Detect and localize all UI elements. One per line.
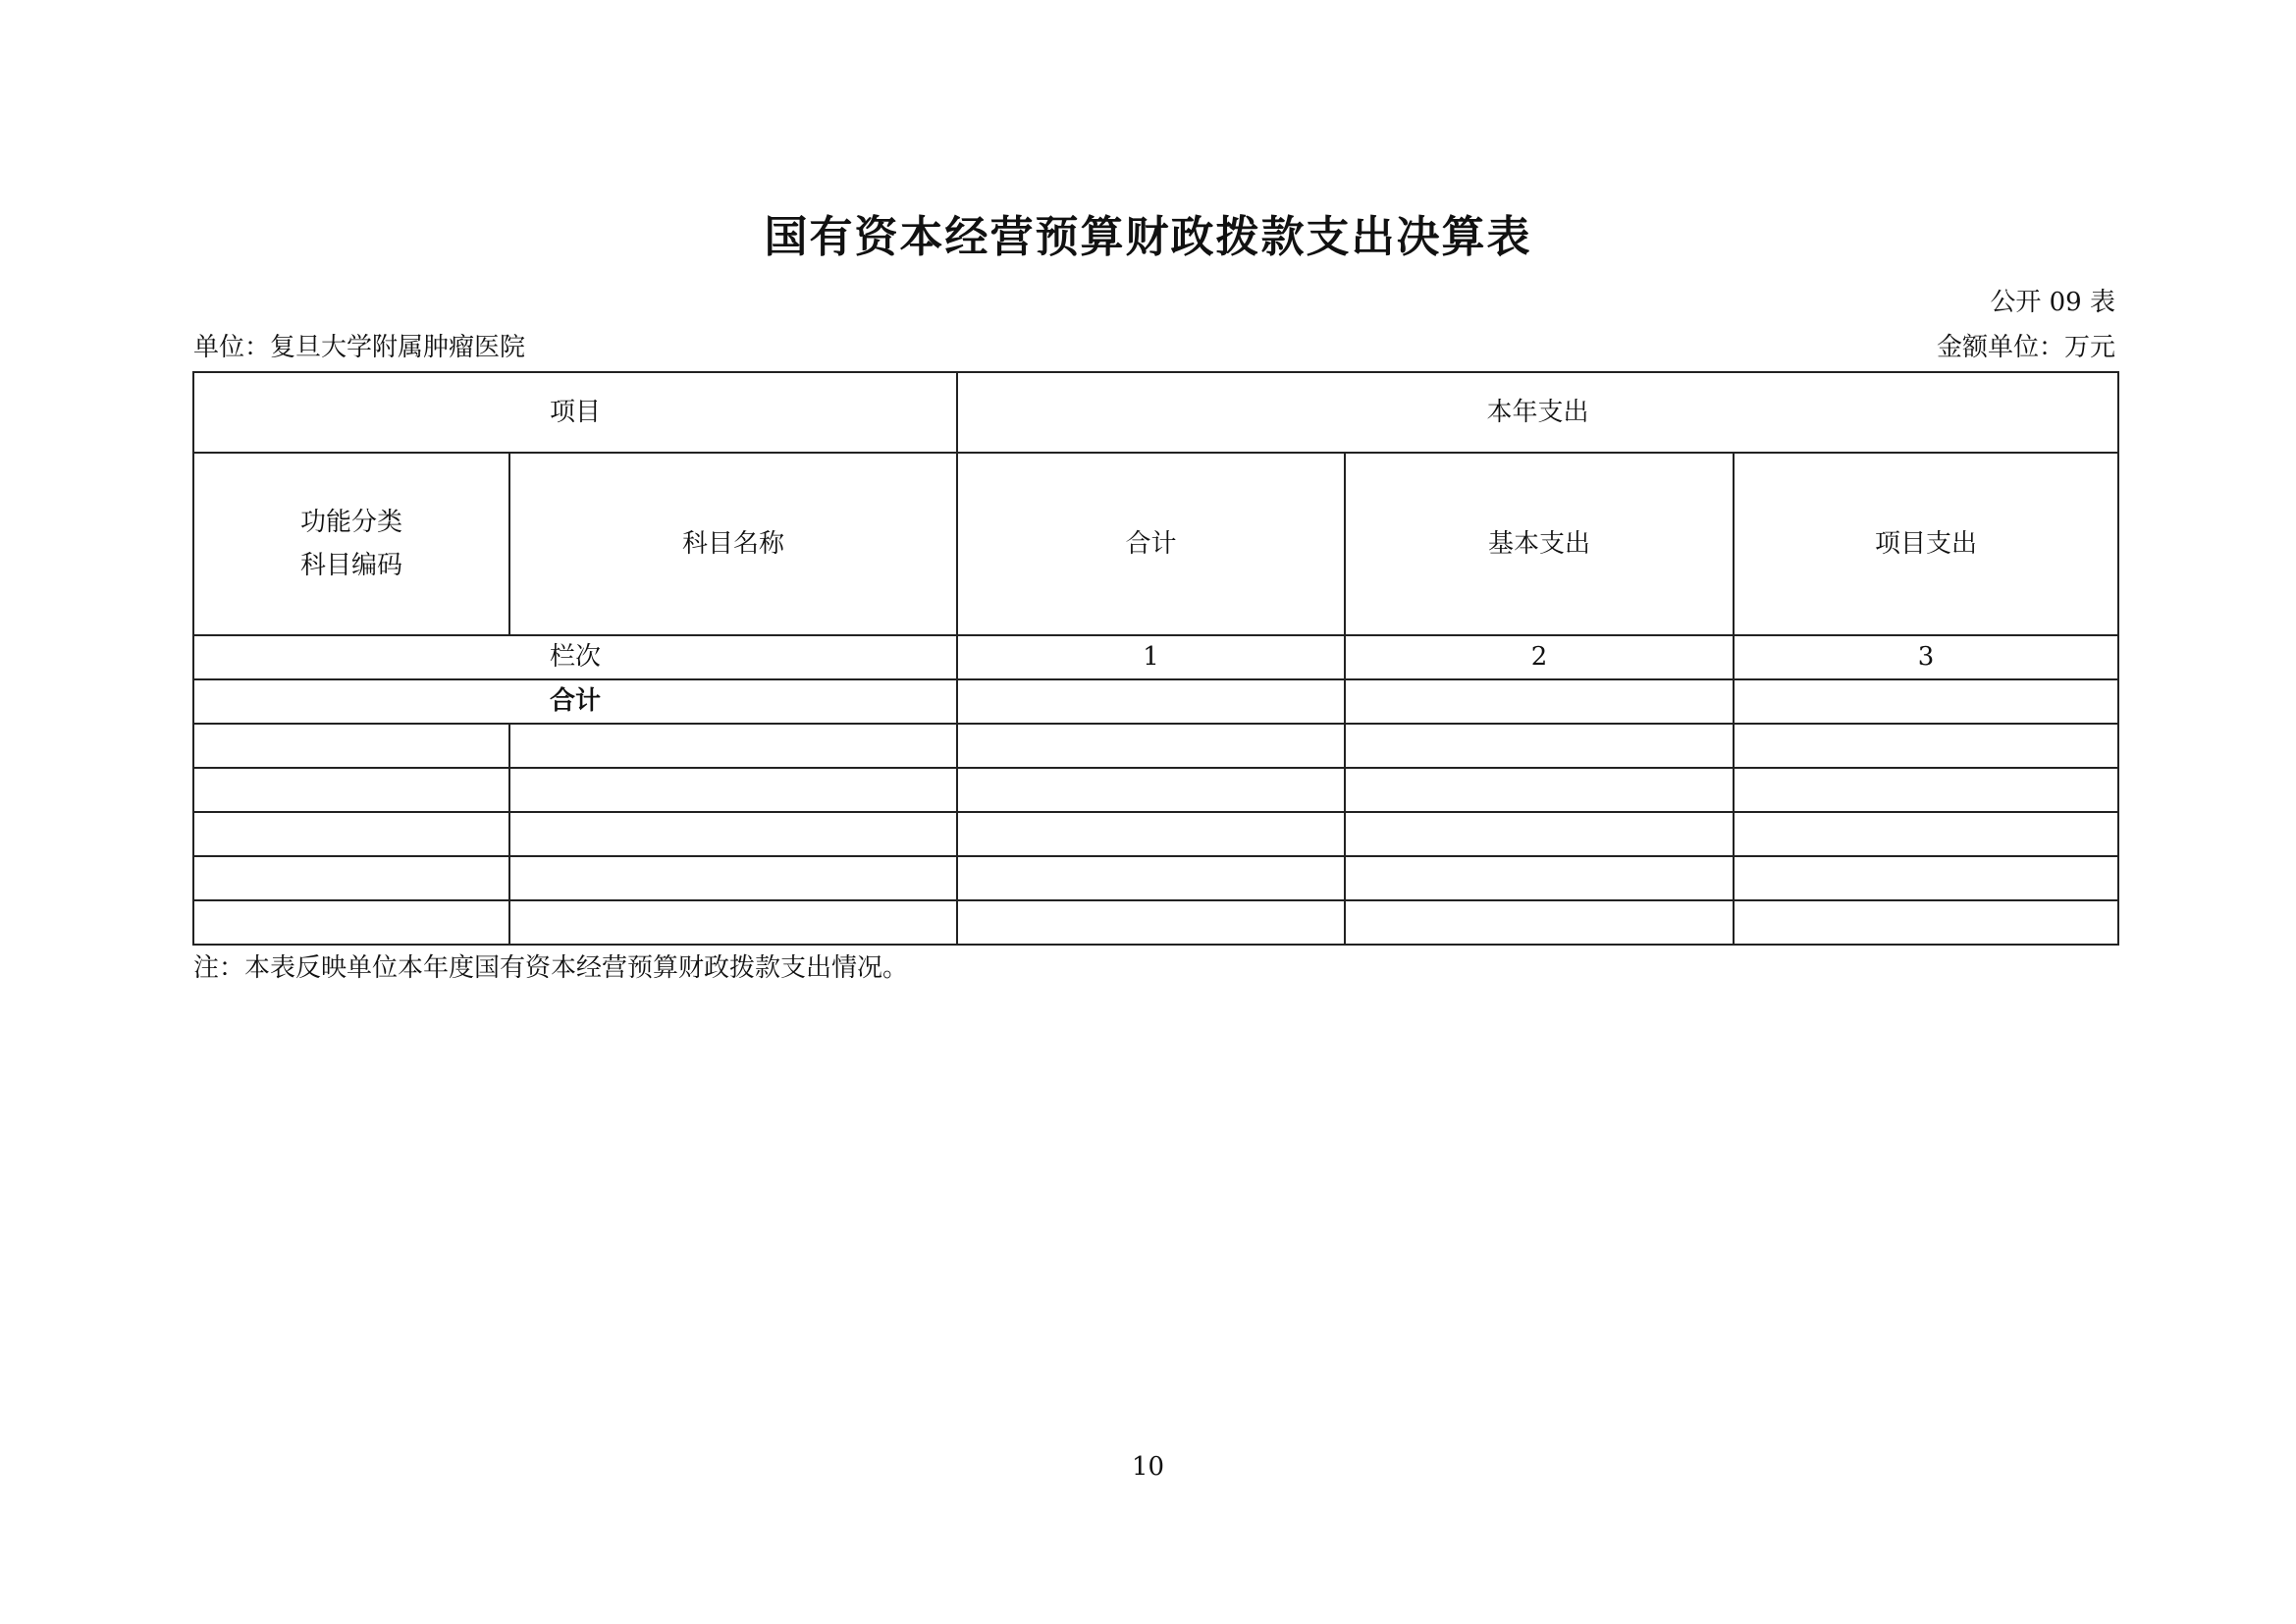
amount-unit-label: 金额单位：万元 xyxy=(1936,333,2115,362)
header-function-code xyxy=(193,453,509,635)
table-cell xyxy=(957,724,1345,768)
table-cell xyxy=(1734,724,2118,768)
page-title: 国有资本经营预算财政拨款支出决算表 xyxy=(764,212,1532,262)
table-cell xyxy=(509,900,957,945)
table-cell xyxy=(1345,900,1734,945)
table-row xyxy=(193,724,2118,768)
table-cell xyxy=(1345,724,1734,768)
header-subject-name: 科目名称 xyxy=(509,453,957,635)
total-row xyxy=(193,679,2118,724)
table-cell xyxy=(1345,812,1734,856)
table-cell xyxy=(957,768,1345,812)
form-number: 公开 09 表 xyxy=(1990,288,2115,317)
table-note: 注：本表反映单位本年度国有资本经营预算财政拨款支出情况。 xyxy=(193,953,909,983)
table-cell xyxy=(509,856,957,900)
table-row xyxy=(193,856,2118,900)
table-cell xyxy=(509,724,957,768)
table-cell xyxy=(193,724,509,768)
table-row xyxy=(193,812,2118,856)
column-number-label: 栏次 xyxy=(193,635,957,679)
page-number: 10 xyxy=(1131,1452,1165,1482)
table-cell xyxy=(1345,856,1734,900)
header-total: 合计 xyxy=(957,453,1345,635)
header-basic-expenditure: 基本支出 xyxy=(1345,453,1734,635)
column-number-3: 3 xyxy=(1734,635,2118,679)
total-basic-cell xyxy=(1345,679,1734,724)
table-cell xyxy=(193,900,509,945)
header-project-expenditure: 项目支出 xyxy=(1734,453,2118,635)
table-cell xyxy=(509,768,957,812)
total-project-cell xyxy=(1734,679,2118,724)
column-number-2: 2 xyxy=(1345,635,1734,679)
table-cell xyxy=(1734,768,2118,812)
header-function-code-line1: 功能分类 xyxy=(299,508,402,537)
table-cell xyxy=(957,812,1345,856)
total-label: 合计 xyxy=(193,679,957,724)
table-row xyxy=(193,768,2118,812)
table-cell xyxy=(1734,856,2118,900)
header-function-code-line2: 科目编码 xyxy=(299,551,402,580)
header-current-year-expenditure: 本年支出 xyxy=(957,372,2118,453)
table-cell xyxy=(1734,900,2118,945)
table-cell xyxy=(1345,768,1734,812)
expenditure-table xyxy=(192,371,2119,946)
table-cell xyxy=(193,768,509,812)
column-number-row xyxy=(193,635,2118,679)
table-cell xyxy=(957,856,1345,900)
header-item: 项目 xyxy=(193,372,957,453)
column-number-1: 1 xyxy=(957,635,1345,679)
table-row xyxy=(193,900,2118,945)
unit-label: 单位：复旦大学附属肿瘤医院 xyxy=(193,333,526,362)
table-cell xyxy=(957,900,1345,945)
total-cell xyxy=(957,679,1345,724)
table-header-row xyxy=(193,372,2118,453)
table-cell xyxy=(1734,812,2118,856)
table-subheader-row xyxy=(193,453,2118,635)
table-cell xyxy=(509,812,957,856)
table-cell xyxy=(193,856,509,900)
table-cell xyxy=(193,812,509,856)
